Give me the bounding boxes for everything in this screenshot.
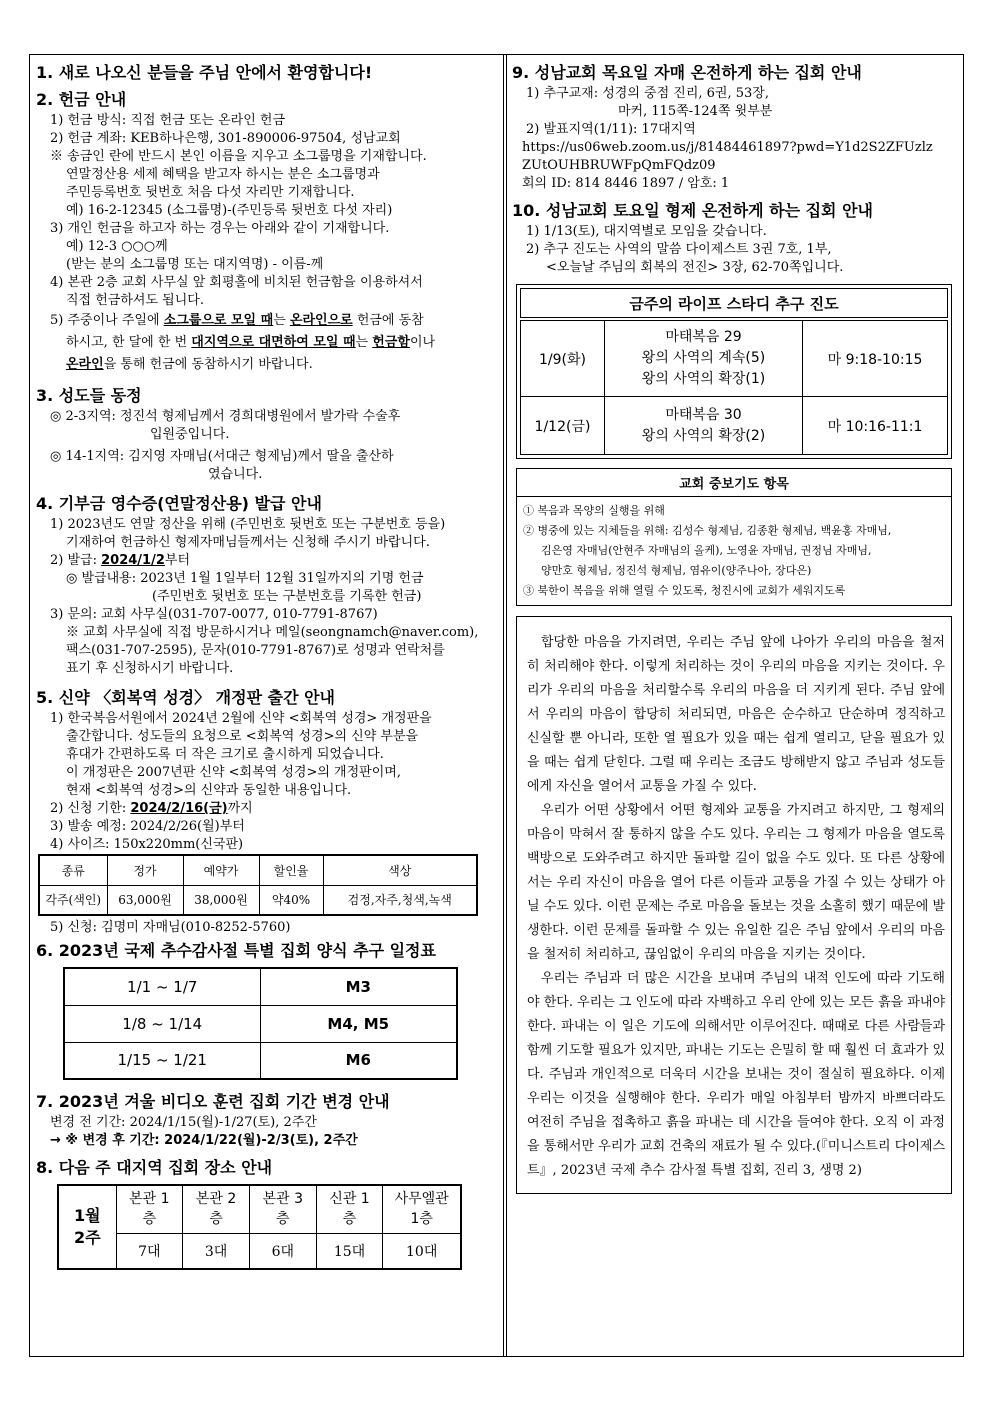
- zoom-link-cont[interactable]: ZUtOUHBRUWFpQmFQdz09: [522, 158, 716, 173]
- table-cell: 검정,자주,청색,녹색: [323, 885, 477, 915]
- life-study-table: [520, 320, 948, 455]
- table-cell: 1/9(화): [521, 321, 605, 397]
- s10-line: 2) 추구 진도는 사역의 말씀 다이제스트 3권 7호, 1부,: [526, 242, 832, 257]
- life-study-box: [516, 284, 952, 459]
- essay-box: [516, 616, 952, 1194]
- s5-line: 5) 신청: 김명미 자매님(010-8252-5760): [50, 920, 291, 935]
- s2-line: 직접 헌금하셔도 됩니다.: [66, 293, 204, 308]
- table-header: 본관 1층: [116, 1185, 183, 1233]
- life-line: 마태복음 29: [665, 329, 742, 345]
- table-cell: 15대: [316, 1233, 383, 1269]
- s2-line: 3) 개인 헌금을 하고자 하는 경우는 아래와 같이 기재합니다.: [50, 221, 390, 236]
- table-cell: 1/8 ~ 1/14: [64, 1005, 260, 1042]
- section-6-title: 6. 2023년 국제 추수감사절 특별 집회 양식 추구 일정표: [36, 941, 436, 960]
- s9-line: 2) 발표지역(1/11): 17대지역: [526, 122, 696, 137]
- section-9-title: 9. 성남교회 목요일 자매 온전하게 하는 집회 안내: [512, 63, 862, 82]
- section-3-title: 3. 성도들 동정: [36, 386, 142, 405]
- section-3: [36, 384, 490, 484]
- section-7: [36, 1090, 490, 1150]
- table-row: [58, 1185, 461, 1233]
- text: 을 통해 헌금에 동참하시기 바랍니다.: [103, 357, 313, 372]
- text: 는: [273, 313, 290, 328]
- table-cell: 38,000원: [183, 885, 259, 915]
- section-2: [36, 88, 490, 376]
- section-4: [36, 492, 490, 678]
- s4-line: ◎ 발급내용: 2023년 1월 1일부터 12월 31일까지의 기명 헌금: [66, 571, 424, 586]
- text: 2) 신청 기한:: [50, 801, 131, 816]
- s5-line: 휴대가 간편하도록 더 작은 크기로 출시하게 되었습니다.: [66, 747, 384, 762]
- table-row: [64, 1042, 457, 1079]
- s7-line-mixed: [36, 1132, 490, 1150]
- table-cell: 1/15 ~ 1/21: [64, 1042, 260, 1079]
- s2-line-mixed: [36, 310, 490, 332]
- text: 는: [355, 335, 373, 350]
- s5-line: 1) 한국복음서원에서 2024년 2월에 신약 <회복역 성경> 개정판을: [50, 711, 432, 726]
- prayer-item: ① 복음과 목양의 실행을 위해: [523, 504, 665, 517]
- prayer-title: 교회 중보기도 항목: [517, 473, 951, 497]
- table-cell: [605, 397, 803, 455]
- section-7-title: 7. 2023년 겨울 비디오 훈련 집회 기간 변경 안내: [36, 1092, 390, 1111]
- text: 헌금에 동참: [352, 313, 424, 328]
- life-study-title: 금주의 라이프 스타디 추구 진도: [520, 288, 948, 318]
- text: 부터: [164, 553, 191, 568]
- prayer-item-cont: 양만호 형제님, 정진석 형제님, 염유이(양주나아, 장다은): [541, 564, 812, 577]
- section-8-title: 8. 다음 주 대지역 집회 장소 안내: [36, 1158, 273, 1177]
- table-cell: [605, 321, 803, 397]
- prayer-item-cont: 김은영 자매님(안현주 자매님의 올케), 노영윤 자매님, 권정님 자매님,: [541, 544, 872, 557]
- text-emphasis: 소그룹으로 모일 때: [163, 313, 274, 328]
- text: 하시고, 한 달에 한 번: [66, 335, 192, 350]
- s9-line: 마커, 115쪽-124쪽 윗부분: [618, 104, 773, 119]
- s5-line: 4) 사이즈: 150x220mm(신국판): [50, 837, 244, 852]
- table-header: 사무엘관 1층: [383, 1185, 461, 1233]
- s4-line: 표기 후 신청하시기 바랍니다.: [66, 661, 234, 676]
- s2-line: 연말정산용 세제 혜택을 받고자 하시는 분은 소그룹명과: [66, 167, 380, 182]
- text-emphasis: 대지역으로 대면하여 모일 때: [191, 335, 356, 350]
- bulletin-frame: [29, 54, 964, 1357]
- section-5-title: 5. 신약 〈회복역 성경〉 개정판 출간 안내: [36, 688, 336, 707]
- changed-period: ※ 변경 후 기간: 2024/1/22(월)-2/3(토), 2주간: [65, 1133, 358, 1148]
- s2-line: 예) 16-2-12345 (소그룹명)-(주민등록 뒷번호 다섯 자리): [66, 203, 393, 218]
- s9-line: 회의 ID: 814 8446 1897 / 암호: 1: [522, 176, 730, 191]
- s2-line: 4) 본관 2층 교회 사무실 앞 회평홀에 비치된 헌금함을 이용하셔서: [50, 275, 423, 290]
- location-table: [57, 1184, 462, 1270]
- s5-line: 3) 발송 예정: 2024/2/26(월)부터: [50, 819, 245, 834]
- table-row: [64, 968, 457, 1005]
- table-cell: 마 10:16-11:1: [803, 397, 948, 455]
- table-header: 색상: [323, 855, 477, 885]
- s5-line-mixed: [36, 800, 490, 818]
- section-10-title: 10. 성남교회 토요일 형제 온전하게 하는 집회 안내: [512, 201, 874, 220]
- price-table: [38, 854, 478, 916]
- table-cell: 6대: [249, 1233, 316, 1269]
- s2-line-mixed: [36, 332, 490, 354]
- table-header: 본관 2층: [183, 1185, 250, 1233]
- prayer-box: [516, 468, 952, 606]
- table-cell: 1/1 ~ 1/7: [64, 968, 260, 1005]
- essay-paragraph: 우리가 어떤 상황에서 어떤 형제와 교통을 가지려고 하지만, 그 형제의 마음이 막혀서 잘 통하지 않을 수도 있다. 우리는 그 형제가 마음을 열도록 백방으로 도와주려고 하지만 돌파할 길이 없을 수도 있다. 또 다른 상황에서는 우리 자신이 마음을 열어 다른 이들과 교통을 가질 수 있는 상태가 아닐 수도 있다. 이런 문제는 주로 마음을 돌보는 것을 소홀히 했기 때문에 발생한다. 이런 문제를 돌파할 수 있는 유일한 길은 주님 앞에서 우리의 마음을 철저히 처리하고, 끊임없이 우리의 마음을 지키는 것이다.: [527, 803, 945, 962]
- table-cell: M6: [260, 1042, 457, 1079]
- s3-line: 였습니다.: [208, 467, 263, 482]
- s2-line: 예) 12-3 ○○○께: [66, 239, 168, 254]
- table-row: [521, 397, 948, 455]
- arrow-icon: →: [50, 1133, 66, 1148]
- s10-line: 1) 1/13(토), 대지역별로 모임을 갖습니다.: [526, 224, 767, 239]
- life-line: 왕의 사역의 확장(1): [641, 371, 766, 387]
- section-1: [36, 61, 490, 85]
- text-emphasis: 온라인: [66, 357, 104, 372]
- table-cell: 10대: [383, 1233, 461, 1269]
- s4-line: 기재하여 헌금하신 형제자매님들께서는 신청해 주시기 바랍니다.: [66, 535, 430, 550]
- s4-line-mixed: [36, 552, 490, 570]
- prayer-item: ③ 북한이 복음을 위해 열릴 수 있도록, 청진시에 교회가 세워지도록: [523, 584, 846, 597]
- table-cell: 7대: [116, 1233, 183, 1269]
- s5-line: 출간합니다. 성도들의 요청으로 <회복역 성경>의 신약 부분을: [66, 729, 419, 744]
- table-row: [521, 321, 948, 397]
- table-row: [58, 1233, 461, 1269]
- table-cell: 1/12(금): [521, 397, 605, 455]
- s2-line: 주민등록번호 뒷번호 처음 다섯 자리만 기재합니다.: [66, 185, 355, 200]
- section-1-title: 1. 새로 나오신 분들을 주님 안에서 환영합니다!: [36, 63, 373, 82]
- table-header: 할인율: [259, 855, 323, 885]
- s4-line: (주민번호 뒷번호 또는 구분번호를 기록한 헌금): [152, 589, 422, 604]
- s2-line: (받는 분의 소그룹명 또는 대지역명) - 이름-께: [66, 257, 324, 272]
- s4-line: 3) 문의: 교회 사무실(031-707-0077, 010-7791-8767): [50, 607, 378, 622]
- s4-line: 팩스(031-707-2595), 문자(010-7791-8767)로 성명과 연락처를: [66, 643, 445, 658]
- prayer-item: ② 병중에 있는 지체들을 위해: 김성수 형제님, 김종환 형제님, 백윤홍 자매님,: [523, 524, 892, 537]
- s5-line: 이 개정판은 2007년판 신약 <회복역 성경>의 개정판이며,: [66, 765, 401, 780]
- section-9: [512, 61, 958, 193]
- text: 이나: [409, 335, 436, 350]
- section-10: [512, 199, 958, 277]
- schedule-table: [63, 967, 458, 1080]
- section-8: [36, 1156, 490, 1270]
- table-row: [39, 885, 477, 915]
- week-label: 1월 2주: [58, 1185, 116, 1269]
- s3-line: ◎ 14-1지역: 김지영 자매님(서대근 형제님)께서 딸을 출산하: [50, 449, 394, 464]
- table-header: 신관 1층: [316, 1185, 383, 1233]
- s5-line: 현재 <회복역 성경>의 신약과 동일한 내용입니다.: [66, 783, 352, 798]
- table-header: 본관 3층: [249, 1185, 316, 1233]
- column-divider: [503, 55, 507, 1356]
- table-cell: M3: [260, 968, 457, 1005]
- s7-line: 변경 전 기간: 2024/1/15(월)-1/27(토), 2주간: [50, 1115, 317, 1130]
- table-cell: 마 9:18-10:15: [803, 321, 948, 397]
- s3-line: ◎ 2-3지역: 정진석 형제님께서 경희대병원에서 발가락 수술후: [50, 409, 401, 424]
- s3-line: 입원중입니다.: [150, 427, 230, 442]
- s2-line: 2) 헌금 계좌: KEB하나은행, 301-890006-97504, 성남교회: [50, 131, 401, 146]
- section-6: [36, 939, 490, 1080]
- text: 2) 발급:: [50, 553, 102, 568]
- text: 까지: [227, 801, 253, 816]
- life-line: 마태복음 30: [665, 406, 742, 423]
- section-2-title: 2. 헌금 안내: [36, 90, 127, 109]
- right-column: [512, 61, 958, 1194]
- s2-line: ※ 송금인 란에 반드시 본인 이름을 지우고 소그룹명을 기재합니다.: [50, 149, 427, 164]
- s2-line: 1) 헌금 방식: 직접 헌금 또는 온라인 헌금: [50, 113, 286, 128]
- life-line: 왕의 사역의 계속(5): [641, 350, 766, 366]
- table-cell: 63,000원: [107, 885, 183, 915]
- table-cell: 3대: [183, 1233, 250, 1269]
- table-cell: M4, M5: [260, 1005, 457, 1042]
- life-line: 왕의 사역의 확장(2): [641, 427, 766, 444]
- table-header: 종류: [39, 855, 107, 885]
- left-column: [36, 61, 490, 1270]
- text-emphasis: 헌금함: [372, 335, 410, 350]
- table-header: 예약가: [183, 855, 259, 885]
- deadline: 2024/2/16(금): [130, 801, 228, 816]
- s9-line: 1) 추구교재: 성경의 중점 진리, 6권, 53장,: [526, 86, 769, 101]
- table-row: [64, 1005, 457, 1042]
- zoom-link[interactable]: https://us06web.zoom.us/j/81484461897?pwd=Y1d2S2ZFUzlz: [522, 140, 933, 155]
- text-emphasis: 온라인으로: [289, 313, 353, 328]
- section-5: [36, 686, 490, 937]
- essay-paragraph: 합당한 마음을 가지려면, 우리는 주님 앞에 나아가 우리의 마음을 철저히 처리해야 한다. 이렇게 처리하는 것이 우리의 마음을 지키는 것이다. 우리가 우리의 마음을 처리할수록 우리의 마음을 더 지키게 된다. 주님 앞에서 우리의 마음이 합당히 처리되면, 마음은 순수하고 단순하며 정직하고 신실할 뿐 아니라, 또한 열 필요가 있을 때는 쉽게 열리고, 닫을 필요가 있을 때는 쉽게 닫힌다. 그럴 때 우리는 조금도 방해받지 않고 주님과 성도들에게 자신을 열어서 교통을 가질 수 있다.: [527, 635, 945, 794]
- table-cell: 약40%: [259, 885, 323, 915]
- section-4-title: 4. 기부금 영수증(연말정산용) 발급 안내: [36, 494, 322, 513]
- essay-paragraph: 우리는 주님과 더 많은 시간을 보내며 주님의 내적 인도에 따라 기도해야 한다. 우리는 그 인도에 따라 자백하고 우리 안에 있는 모든 흙을 파내야 한다. 파내는 이 일은 기도에 의해서만 이루어진다. 때때로 다른 사람들과 함께 기도할 필요가 있지만, 파내는 기도는 은밀히 할 때 훨씬 더 효과가 있다. 주님과 개인적으로 더욱더 시간을 보내는 것이 절실히 필요하다. 이제 우리는 이것을 실행해야 한다. 우리가 매일 아침부터 밤까지 바쁘더라도 여전히 주님을 접촉하고 흙을 파내는 데 시간을 들여야 한다. 오직 이 과정을 통해서만 우리가 교회 건축의 재료가 될 수 있다.(『미니스트리 다이제스트』, 2023년 국제 추수 감사절 특별 집회, 진리 3, 생명 2): [527, 971, 945, 1178]
- s10-line: <오늘날 주님의 회복의 전진> 3장, 62-70쪽입니다.: [546, 260, 844, 275]
- text: 5) 주중이나 주일에: [50, 313, 164, 328]
- s4-line: 1) 2023년도 연말 정산을 위해 (주민번호 뒷번호 또는 구분번호 등을): [50, 517, 446, 532]
- table-header: 정가: [107, 855, 183, 885]
- table-cell: 각주(색인): [39, 885, 107, 915]
- s2-line-mixed: [36, 354, 490, 376]
- issue-date: 2024/1/2: [101, 553, 165, 568]
- s4-line: ※ 교회 사무실에 직접 방문하시거나 메일(seongnamch@naver.com),: [66, 625, 479, 640]
- table-header-row: [39, 855, 477, 885]
